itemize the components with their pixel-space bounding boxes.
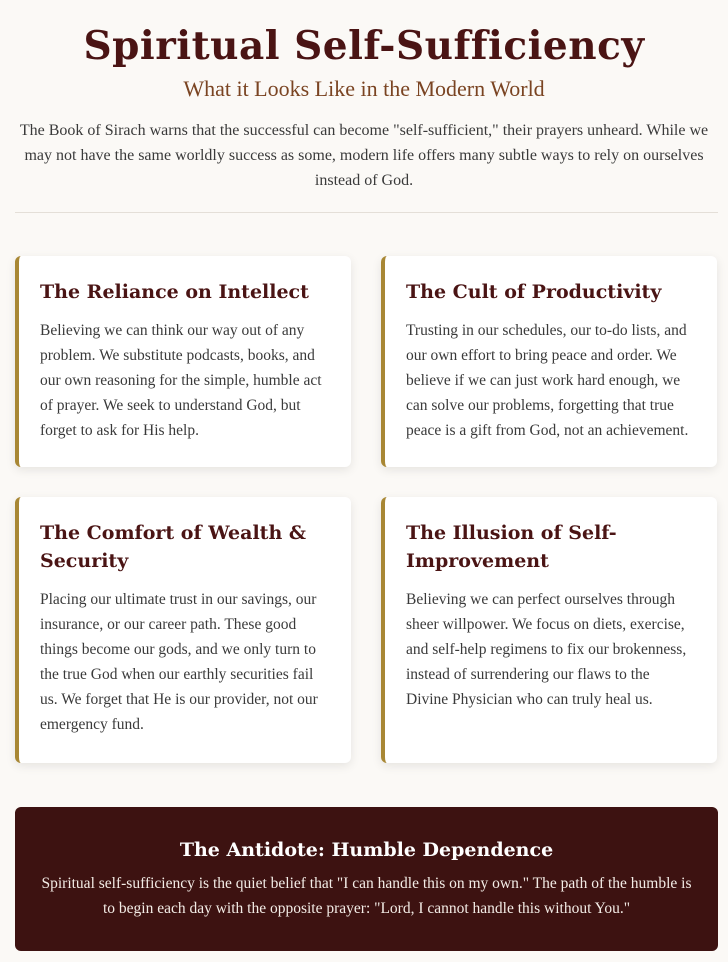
page-header xyxy=(0,0,728,193)
intro-paragraph: The Book of Sirach warns that the successful can become "self-sufficient," their prayers unheard. While we may not have the same worldly success as some, modern life offers many subtle ways to rely on ourselves instead of God. xyxy=(19,122,709,189)
header-divider xyxy=(15,212,718,213)
page-title: Spiritual Self-Sufficiency xyxy=(83,23,645,69)
card-comfort-of-wealth xyxy=(15,497,351,763)
antidote-callout xyxy=(15,807,718,951)
card-title: The Illusion of Self-Improvement xyxy=(406,522,617,572)
card-body: Believing we can perfect ourselves through sheer willpower. We focus on diets, exercise, and self-help regimens to fix our brokenness, instead of surrendering our flaws to the Divine Physician who can truly heal us. xyxy=(406,591,687,708)
antidote-body: Spiritual self-sufficiency is the quiet belief that "I can handle this on my own." The path of the humble is to begin each day with the opposite prayer: "Lord, I cannot handle this without You." xyxy=(41,875,692,917)
card-body: Trusting in our schedules, our to-do lists, and our own effort to bring peace and order. We believe if we can just work hard enough, we can solve our problems, forgetting that true peace is a gift from God, not an achievement. xyxy=(406,322,689,439)
card-body: Placing our ultimate trust in our savings, our insurance, or our career path. These good things become our gods, and we only turn to the true God when our earthly securities fail us. We forget that He is our provider, not our emergency fund. xyxy=(40,591,318,733)
card-title: The Cult of Productivity xyxy=(406,281,662,303)
page-subtitle: What it Looks Like in the Modern World xyxy=(183,76,545,101)
card-illusion-of-self-improvement xyxy=(381,497,717,763)
card-title: The Reliance on Intellect xyxy=(40,281,309,303)
card-cult-of-productivity xyxy=(381,256,717,467)
antidote-title: The Antidote: Humble Dependence xyxy=(179,839,554,861)
card-body: Believing we can think our way out of any problem. We substitute podcasts, books, and our own reasoning for the simple, humble act of prayer. We seek to understand God, but forget to ask for His help. xyxy=(40,322,322,439)
card-title: The Comfort of Wealth & Security xyxy=(40,522,307,572)
card-reliance-on-intellect xyxy=(15,256,351,467)
